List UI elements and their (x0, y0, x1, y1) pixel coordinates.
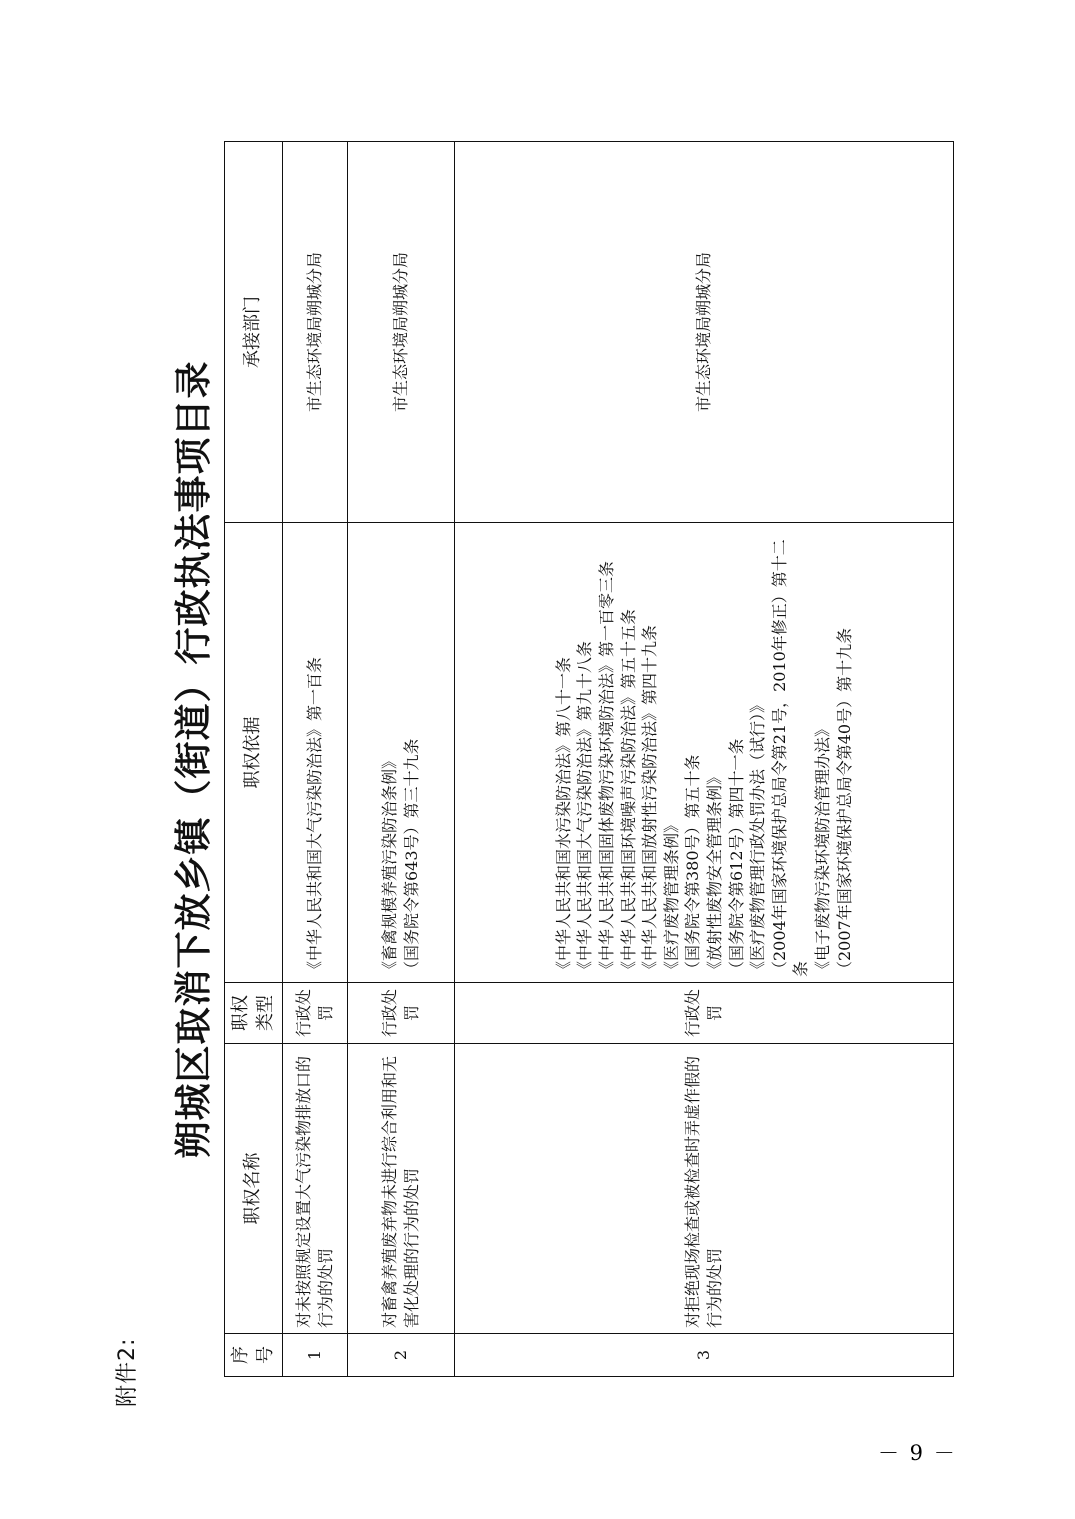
header-type: 职权类型 (225, 983, 283, 1044)
basis-line: 《畜禽规模养殖污染防治条例》 (380, 752, 400, 977)
header-no: 序号 (225, 1334, 283, 1377)
basis-line: 《中华人民共和国水污染防治法》第八十一条 (553, 656, 573, 977)
row-basis (455, 523, 954, 983)
row-no: 1 (283, 1334, 348, 1377)
row-name: 对畜禽养殖废弃物未进行综合利用和无害化处理的行为的处罚 (348, 1044, 455, 1334)
table-row (348, 142, 455, 1377)
attachment-label: 附件2: (115, 1337, 140, 1407)
row-dept: 市生态环境局朔城分局 (348, 142, 455, 523)
basis-line: 《放射性废物安全管理条例》 (705, 768, 724, 977)
row-type: 行政处罚 (455, 983, 954, 1044)
header-basis: 职权依据 (225, 523, 283, 983)
basis-line: 《电子废物污染环境防治管理办法》 (812, 720, 832, 977)
basis-line: （2004年国家环境保护总局令第21号，2010年修正）第十二条 (769, 539, 811, 977)
table-header-row (225, 142, 283, 1377)
page-number: － 9 － (878, 1441, 957, 1465)
basis-line: 《医疗废物管理条例》 (661, 816, 681, 977)
basis-line: （国务院令第380号）第五十条 (683, 754, 703, 977)
row-dept: 市生态环境局朔城分局 (455, 142, 954, 523)
basis-line: 《中华人民共和国大气污染防治法》第九十八条 (575, 640, 595, 977)
basis-line: （国务院令第612号）第四十一条 (726, 738, 746, 977)
row-name: 对拒绝现场检查或被检查时弄虚作假的行为的处罚 (455, 1044, 954, 1334)
row-no: 3 (455, 1334, 954, 1377)
basis-line: 《中华人民共和国环境噪声污染防治法》第五十五条 (618, 608, 638, 977)
basis-line: （2007年国家环境保护总局令第40号）第十九条 (834, 627, 854, 977)
row-dept: 市生态环境局朔城分局 (283, 142, 348, 523)
basis-line: 《中华人民共和国固体废物污染环境防治法》第一百零三条 (597, 560, 617, 977)
row-basis (283, 523, 348, 983)
row-name: 对未按照规定设置大气污染物排放口的行为的处罚 (283, 1044, 348, 1334)
table-row (283, 142, 348, 1377)
row-basis (348, 523, 455, 983)
basis-line: （国务院令第643号）第三十九条 (402, 738, 421, 977)
basis-line: 《中华人民共和国放射性污染防治法》第四十九条 (640, 624, 660, 977)
document-title: 朔城区取消下放乡镇（街道）行政执法事项目录 (171, 360, 215, 1159)
row-no: 2 (348, 1334, 455, 1377)
enforcement-items-table (224, 141, 954, 1377)
header-dept: 承接部门 (225, 142, 283, 523)
table-row (455, 142, 954, 1377)
row-type: 行政处罚 (348, 983, 455, 1044)
basis-line: 《医疗废物管理行政处罚办法（试行）》 (748, 696, 768, 977)
row-type: 行政处罚 (283, 983, 348, 1044)
basis-line: 《中华人民共和国大气污染防治法》第一百条 (305, 656, 325, 977)
header-name: 职权名称 (225, 1044, 283, 1334)
